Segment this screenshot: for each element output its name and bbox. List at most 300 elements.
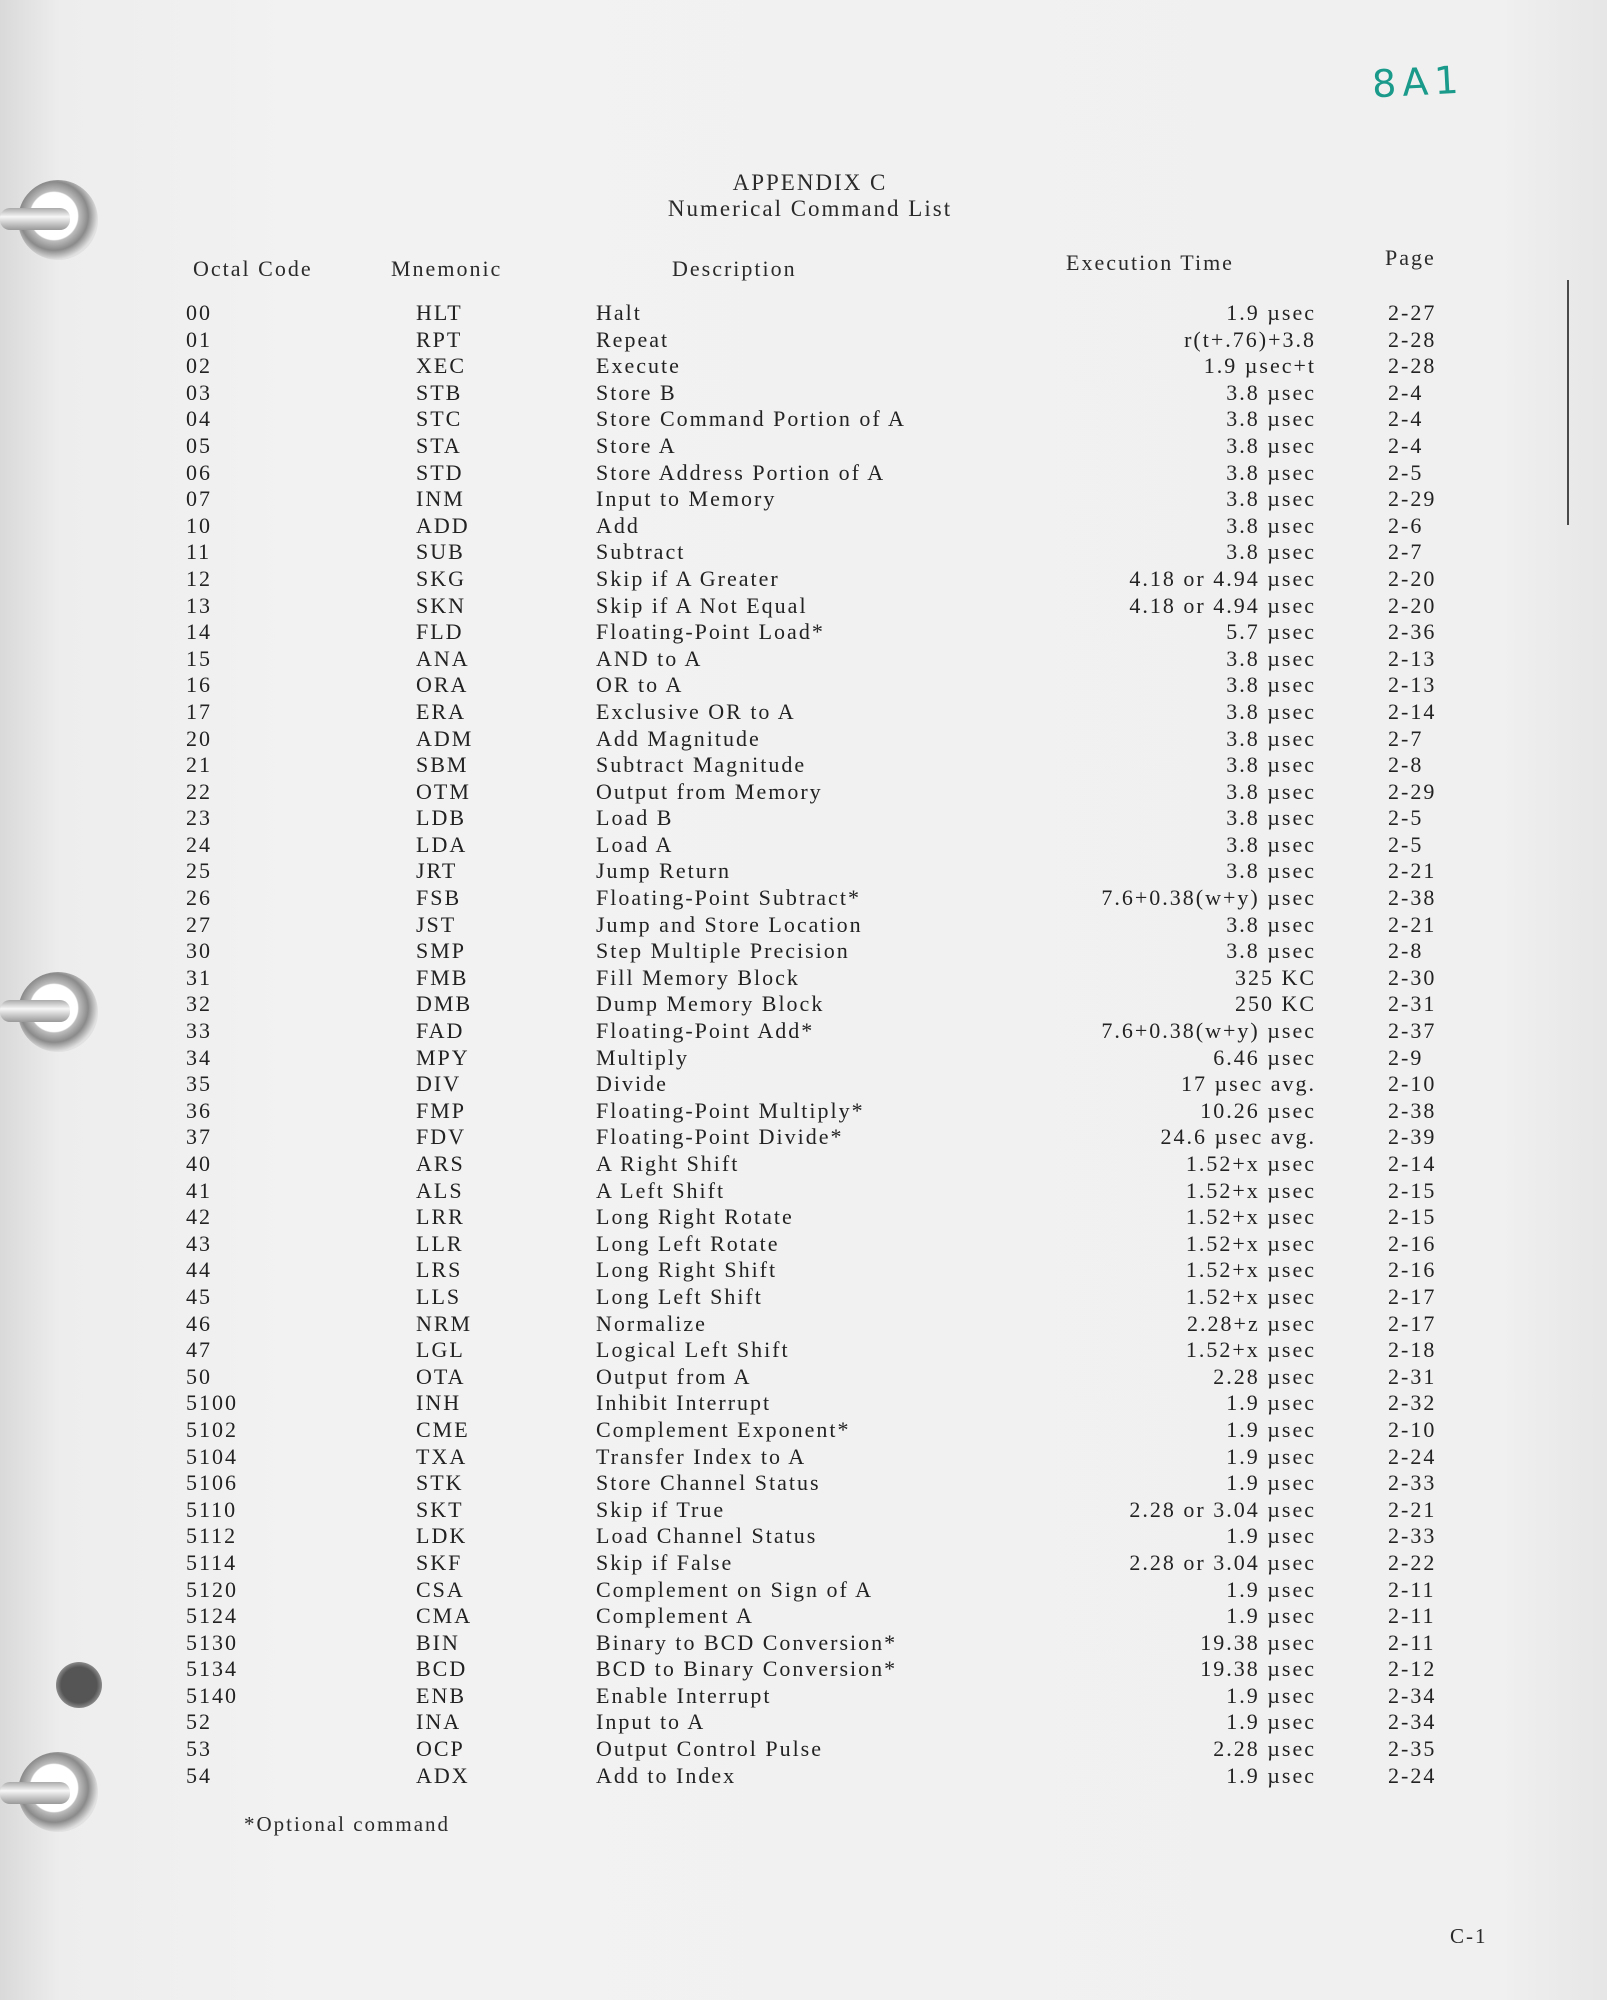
description-cell: Exclusive OR to A: [596, 698, 796, 724]
mnemonic-cell: NRM: [416, 1310, 473, 1336]
page-ref-cell: 2-21: [1388, 858, 1437, 884]
octal-code-cell: 53: [186, 1736, 212, 1762]
execution-time-cell: 1.9 µsec+t: [1203, 353, 1316, 379]
mnemonic-cell: LLS: [416, 1283, 462, 1309]
table-row: [186, 300, 1468, 327]
execution-time-cell: r(t+.76)+3.8: [1184, 326, 1316, 352]
description-cell: Transfer Index to A: [596, 1443, 807, 1469]
table-row: [186, 353, 1468, 380]
mnemonic-cell: LDB: [416, 805, 466, 831]
execution-time-cell: 1.9 µsec: [1226, 1523, 1316, 1549]
mnemonic-cell: RPT: [416, 326, 463, 352]
page-ref-cell: 2-5: [1388, 831, 1424, 857]
page-ref-cell: 2-11: [1388, 1629, 1436, 1655]
mnemonic-cell: ALS: [416, 1177, 464, 1203]
octal-code-cell: 47: [186, 1337, 212, 1363]
description-cell: Jump and Store Location: [596, 911, 863, 937]
execution-time-cell: 1.9 µsec: [1226, 1470, 1316, 1496]
description-cell: A Right Shift: [596, 1151, 740, 1176]
page-ref-cell: 2-18: [1388, 1337, 1437, 1363]
description-cell: Long Left Shift: [596, 1283, 763, 1309]
page-ref-cell: 2-22: [1388, 1549, 1437, 1575]
execution-time-cell: 7.6+0.38(w+y) µsec: [1101, 1018, 1316, 1044]
execution-time-cell: 3.8 µsec: [1226, 379, 1316, 405]
octal-code-cell: 15: [186, 645, 212, 671]
mnemonic-cell: HLT: [416, 300, 463, 325]
page-ref-cell: 2-31: [1388, 991, 1437, 1017]
execution-time-cell: 1.9 µsec: [1226, 1682, 1316, 1708]
octal-code-cell: 02: [186, 353, 212, 379]
page-ref-cell: 2-24: [1388, 1762, 1437, 1788]
octal-code-cell: 5120: [186, 1576, 238, 1602]
execution-time-cell: 3.8 µsec: [1226, 539, 1316, 565]
octal-code-cell: 45: [186, 1283, 212, 1309]
octal-code-cell: 52: [186, 1709, 212, 1735]
description-cell: Output Control Pulse: [596, 1736, 824, 1762]
page-ref-cell: 2-30: [1388, 964, 1437, 990]
table-row: [186, 726, 1468, 753]
mnemonic-cell: JRT: [416, 858, 458, 884]
execution-time-cell: 7.6+0.38(w+y) µsec: [1101, 885, 1316, 911]
description-cell: Subtract Magnitude: [596, 752, 807, 778]
mnemonic-cell: ENB: [416, 1682, 466, 1708]
page-ref-cell: 2-11: [1388, 1576, 1436, 1602]
page-ref-cell: 2-7: [1388, 539, 1424, 565]
page-ref-cell: 2-4: [1388, 432, 1424, 458]
table-row: [186, 1470, 1468, 1497]
octal-code-cell: 5106: [186, 1470, 238, 1496]
page-number: C-1: [1450, 1924, 1488, 1948]
mnemonic-cell: LRS: [416, 1257, 463, 1283]
mnemonic-cell: STK: [416, 1470, 464, 1496]
mnemonic-cell: ARS: [416, 1151, 465, 1176]
page-ref-cell: 2-13: [1388, 645, 1437, 671]
description-cell: Load Channel Status: [596, 1523, 818, 1549]
mnemonic-cell: STD: [416, 459, 464, 485]
table-row: [186, 912, 1468, 939]
execution-time-cell: 3.8 µsec: [1226, 752, 1316, 778]
list-title: Numerical Command List: [667, 196, 953, 221]
table-row: [186, 433, 1468, 460]
description-cell: Store Channel Status: [596, 1470, 821, 1496]
table-row: [186, 752, 1468, 779]
page-ref-cell: 2-12: [1388, 1656, 1437, 1682]
mnemonic-cell: DMB: [416, 991, 473, 1017]
mnemonic-cell: DIV: [416, 1071, 462, 1097]
execution-time-cell: 325 KC: [1234, 964, 1316, 990]
octal-code-cell: 37: [186, 1124, 212, 1150]
header-execution-time: Execution Time: [1066, 250, 1234, 275]
octal-code-cell: 36: [186, 1097, 212, 1123]
footnote: *Optional command: [244, 1812, 451, 1836]
description-cell: Long Right Rotate: [596, 1204, 794, 1230]
mnemonic-cell: LDK: [416, 1523, 468, 1549]
table-row: [186, 513, 1468, 540]
mnemonic-cell: CME: [416, 1416, 470, 1442]
page-ref-cell: 2-5: [1388, 459, 1424, 485]
page-ref-cell: 2-36: [1388, 619, 1437, 645]
table-row: [186, 1311, 1468, 1338]
description-cell: Inhibit Interrupt: [596, 1390, 772, 1416]
description-cell: OR to A: [596, 672, 684, 698]
description-cell: Floating-Point Subtract*: [596, 885, 861, 911]
page-ref-cell: 2-27: [1388, 300, 1437, 325]
description-cell: BCD to Binary Conversion*: [596, 1656, 898, 1682]
table-row: [186, 1630, 1468, 1657]
description-cell: Jump Return: [596, 858, 732, 884]
execution-time-cell: 3.8 µsec: [1226, 805, 1316, 831]
page-ref-cell: 2-24: [1388, 1443, 1437, 1469]
page-ref-cell: 2-11: [1388, 1603, 1436, 1629]
mnemonic-cell: BCD: [416, 1656, 468, 1682]
page-ref-cell: 2-9: [1388, 1044, 1424, 1070]
margin-line: [1567, 280, 1569, 525]
execution-time-cell: 3.8 µsec: [1226, 645, 1316, 671]
octal-code-cell: 35: [186, 1071, 212, 1097]
execution-time-cell: 1.9 µsec: [1226, 1576, 1316, 1602]
table-row: [186, 1204, 1468, 1231]
execution-time-cell: 1.52+x µsec: [1185, 1230, 1316, 1256]
mnemonic-cell: FMB: [416, 964, 469, 990]
execution-time-cell: 3.8 µsec: [1226, 432, 1316, 458]
octal-code-cell: 26: [186, 885, 212, 911]
description-cell: Complement Exponent*: [596, 1416, 851, 1442]
octal-code-cell: 5100: [186, 1390, 238, 1416]
execution-time-cell: 3.8 µsec: [1226, 512, 1316, 538]
description-cell: AND to A: [596, 645, 703, 671]
mnemonic-cell: XEC: [416, 353, 466, 379]
execution-time-cell: 1.9 µsec: [1226, 1390, 1316, 1416]
execution-time-cell: 2.28+z µsec: [1187, 1310, 1316, 1336]
table-row: [186, 1763, 1468, 1790]
mnemonic-cell: ANA: [416, 645, 470, 671]
mnemonic-cell: BIN: [416, 1629, 460, 1655]
description-cell: Complement A: [596, 1603, 754, 1629]
execution-time-cell: 1.52+x µsec: [1185, 1257, 1316, 1283]
octal-code-cell: 5102: [186, 1416, 238, 1442]
description-cell: Skip if A Greater: [596, 565, 780, 591]
description-cell: Floating-Point Divide*: [596, 1124, 844, 1150]
mnemonic-cell: ADX: [416, 1762, 470, 1788]
page-ref-cell: 2-33: [1388, 1523, 1437, 1549]
header-octal-code: Octal Code: [193, 256, 313, 281]
table-row: [186, 327, 1468, 354]
execution-time-cell: 1.9 µsec: [1226, 1443, 1316, 1469]
header-description: Description: [672, 256, 797, 281]
octal-code-cell: 22: [186, 778, 212, 804]
description-cell: Binary to BCD Conversion*: [596, 1629, 898, 1655]
table-row: [186, 1417, 1468, 1444]
page-ref-cell: 2-7: [1388, 725, 1424, 751]
mnemonic-cell: CMA: [416, 1603, 473, 1629]
table-row: [186, 1178, 1468, 1205]
table-row: [186, 1523, 1468, 1550]
execution-time-cell: 17 µsec avg.: [1180, 1071, 1316, 1097]
page-ref-cell: 2-17: [1388, 1283, 1437, 1309]
mnemonic-cell: LRR: [416, 1204, 465, 1230]
table-row: [186, 1257, 1468, 1284]
mnemonic-cell: TXA: [416, 1443, 468, 1469]
page-ref-cell: 2-39: [1388, 1124, 1437, 1150]
page-ref-cell: 2-28: [1388, 353, 1437, 379]
table-row: [186, 1231, 1468, 1258]
table-row: [186, 1364, 1468, 1391]
description-cell: Long Right Shift: [596, 1257, 778, 1283]
page-ref-cell: 2-15: [1388, 1204, 1437, 1230]
table-row: [186, 832, 1468, 859]
execution-time-cell: 24.6 µsec avg.: [1160, 1124, 1316, 1150]
page-ref-cell: 2-29: [1388, 486, 1437, 512]
octal-code-cell: 20: [186, 725, 212, 751]
octal-code-cell: 44: [186, 1257, 212, 1283]
description-cell: Load B: [596, 805, 674, 831]
octal-code-cell: 34: [186, 1044, 212, 1070]
execution-time-cell: 2.28 or 3.04 µsec: [1129, 1549, 1316, 1575]
octal-code-cell: 10: [186, 512, 212, 538]
octal-code-cell: 31: [186, 964, 212, 990]
mnemonic-cell: SMP: [416, 938, 467, 964]
description-cell: Input to A: [596, 1709, 706, 1735]
table-row: [186, 1045, 1468, 1072]
table-row: [186, 1071, 1468, 1098]
mnemonic-cell: STB: [416, 379, 463, 405]
octal-code-cell: 5130: [186, 1629, 238, 1655]
octal-code-cell: 5134: [186, 1656, 238, 1682]
octal-code-cell: 24: [186, 831, 212, 857]
table-row: [186, 486, 1468, 513]
description-cell: Logical Left Shift: [596, 1337, 790, 1363]
octal-code-cell: 23: [186, 805, 212, 831]
table-row: [186, 619, 1468, 646]
page-ref-cell: 2-21: [1388, 911, 1437, 937]
octal-code-cell: 11: [186, 539, 212, 565]
description-cell: Divide: [596, 1071, 668, 1097]
execution-time-cell: 2.28 µsec: [1213, 1363, 1316, 1389]
page-ref-cell: 2-21: [1388, 1496, 1437, 1522]
description-cell: Store B: [596, 379, 677, 405]
mnemonic-cell: SKN: [416, 592, 467, 618]
mnemonic-cell: SUB: [416, 539, 465, 565]
page-ref-cell: 2-6: [1388, 512, 1424, 538]
description-cell: Floating-Point Load*: [596, 619, 825, 645]
table-row: [186, 1497, 1468, 1524]
execution-time-cell: 1.52+x µsec: [1185, 1337, 1316, 1363]
table-row: [186, 699, 1468, 726]
appendix-title: APPENDIX C: [732, 170, 888, 195]
page-ref-cell: 2-31: [1388, 1363, 1437, 1389]
description-cell: Store A: [596, 432, 677, 458]
description-cell: Skip if True: [596, 1496, 726, 1522]
table-row: [186, 965, 1468, 992]
page-ref-cell: 2-16: [1388, 1230, 1437, 1256]
octal-code-cell: 06: [186, 459, 212, 485]
description-cell: Multiply: [596, 1044, 690, 1070]
page-ref-cell: 2-16: [1388, 1257, 1437, 1283]
table-row: [186, 539, 1468, 566]
description-cell: Complement on Sign of A: [596, 1576, 873, 1602]
octal-code-cell: 25: [186, 858, 212, 884]
description-cell: Halt: [596, 300, 642, 325]
octal-code-cell: 00: [186, 300, 212, 325]
table-row: [186, 566, 1468, 593]
mnemonic-cell: SKG: [416, 565, 467, 591]
octal-code-cell: 5140: [186, 1682, 238, 1708]
table-row: [186, 938, 1468, 965]
execution-time-cell: 3.8 µsec: [1226, 911, 1316, 937]
mnemonic-cell: FLD: [416, 619, 464, 645]
octal-code-cell: 5104: [186, 1443, 238, 1469]
octal-code-cell: 46: [186, 1310, 212, 1336]
description-cell: Repeat: [596, 326, 670, 352]
execution-time-cell: 3.8 µsec: [1226, 938, 1316, 964]
execution-time-cell: 2.28 or 3.04 µsec: [1129, 1496, 1316, 1522]
description-cell: Fill Memory Block: [596, 964, 800, 990]
page-ref-cell: 2-8: [1388, 752, 1424, 778]
page-ref-cell: 2-4: [1388, 406, 1424, 432]
description-cell: Long Left Rotate: [596, 1230, 780, 1256]
octal-code-cell: 5124: [186, 1603, 238, 1629]
table-row: [186, 885, 1468, 912]
table-row: [186, 1736, 1468, 1763]
table-row: [186, 460, 1468, 487]
description-cell: Subtract: [596, 539, 686, 565]
table-row: [186, 1098, 1468, 1125]
table-row: [186, 858, 1468, 885]
page-ref-cell: 2-13: [1388, 672, 1437, 698]
mnemonic-cell: OTA: [416, 1363, 466, 1389]
mnemonic-cell: INA: [416, 1709, 462, 1735]
execution-time-cell: 1.9 µsec: [1226, 1762, 1316, 1788]
page-ref-cell: 2-14: [1388, 698, 1437, 724]
table-row: [186, 1337, 1468, 1364]
execution-time-cell: 1.52+x µsec: [1185, 1177, 1316, 1203]
table-row: [186, 991, 1468, 1018]
page-ref-cell: 2-37: [1388, 1018, 1437, 1044]
octal-code-cell: 16: [186, 672, 212, 698]
execution-time-cell: 1.52+x µsec: [1185, 1283, 1316, 1309]
page-ref-cell: 2-28: [1388, 326, 1437, 352]
execution-time-cell: 1.9 µsec: [1226, 1709, 1316, 1735]
mnemonic-cell: ORA: [416, 672, 469, 698]
table-row: [186, 1390, 1468, 1417]
execution-time-cell: 1.9 µsec: [1226, 1416, 1316, 1442]
execution-time-cell: 3.8 µsec: [1226, 698, 1316, 724]
mnemonic-cell: FDV: [416, 1124, 467, 1150]
table-row: [186, 406, 1468, 433]
table-row: [186, 646, 1468, 673]
execution-time-cell: 1.52+x µsec: [1185, 1204, 1316, 1230]
page-ref-cell: 2-33: [1388, 1470, 1437, 1496]
header-page: Page: [1385, 245, 1436, 270]
description-cell: Add Magnitude: [596, 725, 761, 751]
command-table: [186, 300, 1468, 1789]
table-row: [186, 779, 1468, 806]
mnemonic-cell: MPY: [416, 1044, 470, 1070]
description-cell: Input to Memory: [596, 486, 777, 512]
description-cell: Enable Interrupt: [596, 1682, 772, 1708]
octal-code-cell: 01: [186, 326, 212, 352]
execution-time-cell: 4.18 or 4.94 µsec: [1129, 592, 1316, 618]
execution-time-cell: 19.38 µsec: [1200, 1629, 1316, 1655]
description-cell: Floating-Point Multiply*: [596, 1097, 865, 1123]
execution-time-cell: 3.8 µsec: [1226, 858, 1316, 884]
octal-code-cell: 33: [186, 1018, 212, 1044]
octal-code-cell: 30: [186, 938, 212, 964]
octal-code-cell: 17: [186, 698, 212, 724]
octal-code-cell: 5114: [186, 1549, 238, 1575]
table-row: [186, 1683, 1468, 1710]
mnemonic-cell: SKF: [416, 1549, 463, 1575]
table-row: [186, 1550, 1468, 1577]
octal-code-cell: 27: [186, 911, 212, 937]
octal-code-cell: 13: [186, 592, 212, 618]
mnemonic-cell: SKT: [416, 1496, 464, 1522]
execution-time-cell: 3.8 µsec: [1226, 778, 1316, 804]
mnemonic-cell: ADM: [416, 725, 474, 751]
description-cell: Step Multiple Precision: [596, 938, 850, 964]
table-row: [186, 1151, 1468, 1178]
octal-code-cell: 43: [186, 1230, 212, 1256]
octal-code-cell: 41: [186, 1177, 212, 1203]
execution-time-cell: 250 KC: [1234, 991, 1316, 1017]
binder-ring: [0, 1000, 70, 1022]
execution-time-cell: 19.38 µsec: [1200, 1656, 1316, 1682]
mnemonic-cell: LLR: [416, 1230, 464, 1256]
page-ref-cell: 2-34: [1388, 1682, 1437, 1708]
mnemonic-cell: LDA: [416, 831, 468, 857]
octal-code-cell: 54: [186, 1762, 212, 1788]
octal-code-cell: 5112: [186, 1523, 238, 1549]
mnemonic-cell: CSA: [416, 1576, 465, 1602]
table-row: [186, 1603, 1468, 1630]
page-ref-cell: 2-10: [1388, 1416, 1437, 1442]
punched-hole: [56, 1662, 102, 1708]
description-cell: Store Command Portion of A: [596, 406, 906, 432]
octal-code-cell: 40: [186, 1151, 212, 1176]
execution-time-cell: 1.9 µsec: [1226, 1603, 1316, 1629]
octal-code-cell: 04: [186, 406, 212, 432]
description-cell: Add to Index: [596, 1762, 737, 1788]
mnemonic-cell: JST: [416, 911, 457, 937]
page-ref-cell: 2-8: [1388, 938, 1424, 964]
mnemonic-cell: ERA: [416, 698, 466, 724]
execution-time-cell: 3.8 µsec: [1226, 725, 1316, 751]
description-cell: Store Address Portion of A: [596, 459, 886, 485]
execution-time-cell: 4.18 or 4.94 µsec: [1129, 565, 1316, 591]
table-row: [186, 805, 1468, 832]
table-row: [186, 1124, 1468, 1151]
page-ref-cell: 2-35: [1388, 1736, 1437, 1762]
execution-time-cell: 3.8 µsec: [1226, 459, 1316, 485]
execution-time-cell: 3.8 µsec: [1226, 672, 1316, 698]
page-ref-cell: 2-34: [1388, 1709, 1437, 1735]
table-row: [186, 380, 1468, 407]
table-row: [186, 1284, 1468, 1311]
command-table-body: [186, 300, 1468, 1789]
octal-code-cell: 12: [186, 565, 212, 591]
table-row: [186, 593, 1468, 620]
octal-code-cell: 14: [186, 619, 212, 645]
page-ref-cell: 2-15: [1388, 1177, 1437, 1203]
description-cell: A Left Shift: [596, 1177, 726, 1203]
page-ref-cell: 2-14: [1388, 1151, 1437, 1176]
page-ref-cell: 2-38: [1388, 885, 1437, 911]
mnemonic-cell: LGL: [416, 1337, 465, 1363]
execution-time-cell: 10.26 µsec: [1200, 1097, 1316, 1123]
mnemonic-cell: OTM: [416, 778, 471, 804]
octal-code-cell: 21: [186, 752, 212, 778]
execution-time-cell: 1.9 µsec: [1226, 300, 1316, 325]
